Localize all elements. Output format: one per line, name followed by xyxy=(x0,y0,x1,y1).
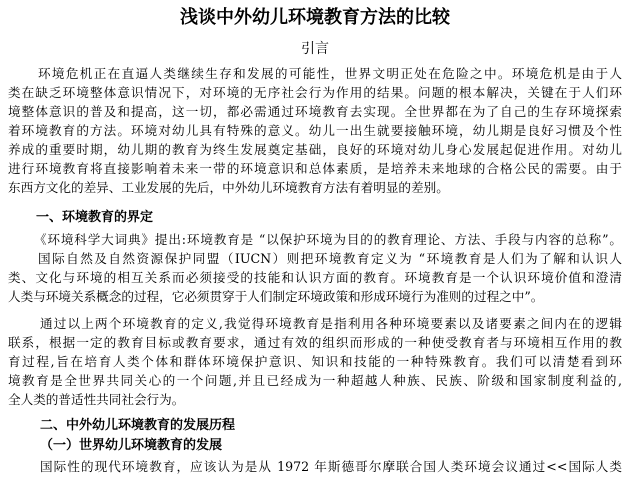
paragraph-line: 进行环境教育将直接影响着未来一带的环境意识和总体素质，是培养未来地球的合格公民的需要。由于 xyxy=(8,161,622,176)
subsection-heading: （一）世界幼儿环境教育的发展 xyxy=(40,438,223,453)
paragraph-line: 境整体意识的普及和提高，这一切，都必需通过环境教育去实现。全世界都在为了自己的生存环境探索 xyxy=(8,104,622,119)
paragraph-line: 通过以上两个环境教育的定义,我觉得环境教育是指利用各种环境要素以及诸要素之间内在的逻辑 xyxy=(40,316,622,331)
paragraph-line: 国际自然及自然资源保护同盟（IUCN）则把环境教育定义为 “环境教育是人们为了解和认识人 xyxy=(38,251,622,266)
paragraph-line: 人类与环境关系概念的过程，它必须贯穿于人们制定环境政策和形成环境行为准则的过程之中”。 xyxy=(8,289,544,304)
paragraph-line: 环境危机正在直逼人类继续生存和发展的可能性，世界文明正处在危险之中。环境危机是由于人 xyxy=(38,66,622,81)
section-heading: 一、环境教育的界定 xyxy=(36,210,154,225)
paragraph-line: 东西方文化的差异、工业发展的先后，中外幼儿环境教育方法有着明显的差别。 xyxy=(8,180,449,195)
paragraph-line: 育过程,旨在培育人类个体和群体环境保护意识、知识和技能的一种特殊教育。我们可以清楚看到环 xyxy=(8,354,622,369)
article-title: 浅谈中外幼儿环境教育方法的比较 xyxy=(180,7,450,28)
paragraph-line: 着环境教育的方法。环境对幼儿具有特殊的意义。幼儿一出生就要接触环境，幼儿期是良好习惯及个性 xyxy=(8,123,622,138)
section-heading: 二、中外幼儿环境教育的发展历程 xyxy=(40,418,236,433)
paragraph-line: 类、文化与环境的相互关系而必须接受的技能和认识方面的教育。环境教育是一个认识环境价值和澄清 xyxy=(8,270,622,285)
paragraph-line: 国际性的现代环境教育，应该认为是从 1972 年斯德哥尔摩联合国人类环境会议通过<<国际人类 xyxy=(40,459,622,474)
paragraph-line: 全人类的普适性共同社会行为。 xyxy=(8,392,185,407)
paragraph-line: 境教育是全世界共同关心的一个问题,并且已经成为一种超越人种族、民族、阶级和国家制度利益的, xyxy=(8,373,622,388)
paragraph-line: 养成的重要时期，幼儿期的教育为终生发展奠定基础，良好的环境对幼儿身心发展起促进作用。对幼儿 xyxy=(8,142,622,157)
intro-heading: 引言 xyxy=(301,41,329,57)
paragraph-line: 类在缺乏环境整体意识情况下，对环境的无序社会行为作用的结果。问题的根本解决，关键在于人们环 xyxy=(8,85,622,100)
paragraph-line: 联系，根据一定的教育目标或教育要求，通过有效的组织而形成的一种使受教育者与环境相互作用的教 xyxy=(8,335,622,350)
paragraph-line: 《环境科学大词典》提出:环境教育是 “以保护环境为目的的教育理论、方法、手段与内容的总称”。 xyxy=(34,232,622,247)
